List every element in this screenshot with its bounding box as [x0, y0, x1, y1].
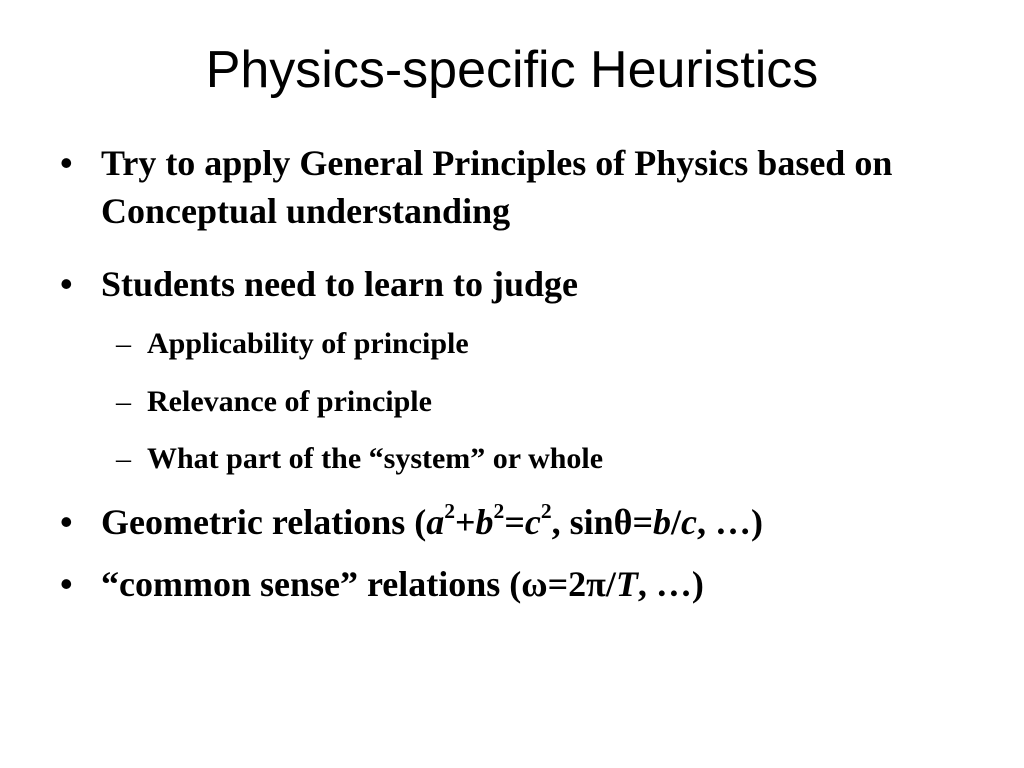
bullet-marker: •	[60, 142, 73, 183]
bullet-item	[60, 139, 960, 235]
bullet-marker: •	[60, 563, 73, 604]
bullet-marker: •	[60, 501, 73, 542]
bullet-item-common-sense	[60, 560, 960, 608]
slide-title: Physics-specific Heuristics	[205, 41, 819, 99]
sub-bullet-item	[116, 382, 976, 422]
bullet-marker: •	[60, 263, 73, 304]
sub-bullet-text: Applicability of principle	[147, 327, 469, 360]
dash-marker: –	[116, 327, 131, 360]
bullet-item	[60, 260, 960, 308]
dash-marker: –	[116, 442, 131, 475]
dash-marker: –	[116, 385, 131, 418]
bullet-item-geometric	[60, 498, 960, 546]
sub-bullet-text: Relevance of principle	[147, 385, 432, 418]
bullet-text: Try to apply General Principles of Physics based on Conceptual understanding	[101, 143, 893, 231]
sub-bullet-text: What part of the “system” or whole	[147, 442, 604, 475]
sub-bullet-item	[116, 439, 976, 479]
bullet-text-common-sense: “common sense” relations (ω=2π/T, …)	[101, 564, 704, 604]
sub-bullet-item	[116, 324, 976, 364]
bullet-text: Students need to learn to judge	[101, 264, 579, 304]
bullet-text-geometric: Geometric relations ($a^2+b^2=c^2$, sinθ=b/c, …)	[101, 498, 763, 542]
